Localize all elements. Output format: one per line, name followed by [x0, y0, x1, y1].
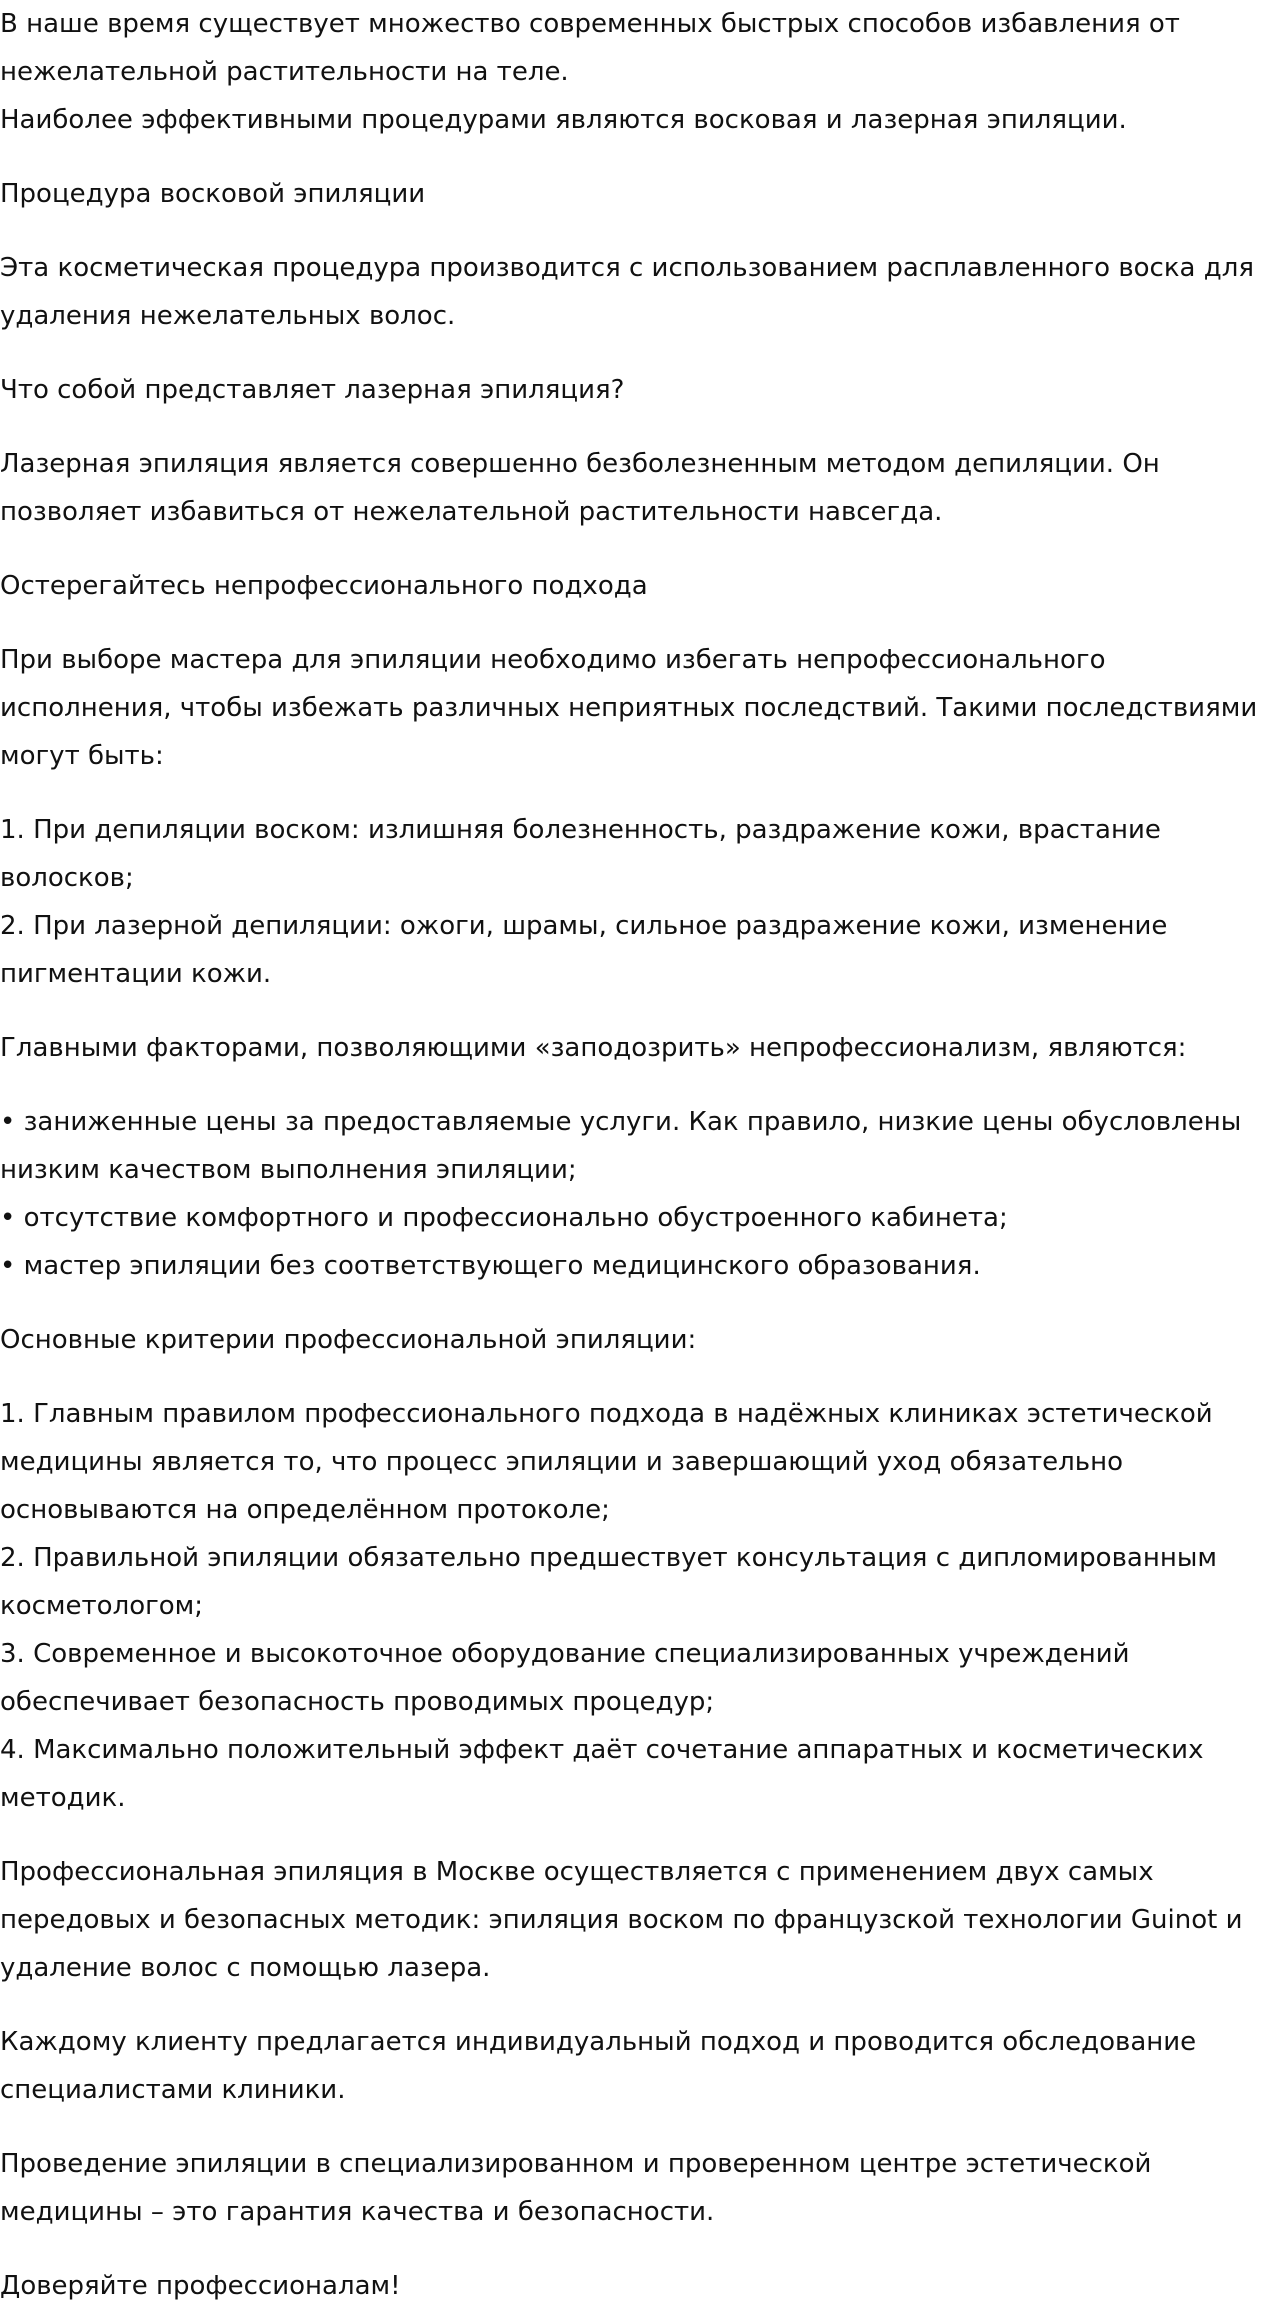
warning-heading: Остерегайтесь непрофессионального подхода	[0, 571, 648, 601]
laser-line: Лазерная эпиляция является совершенно безболезненным методом депиляции. Он	[0, 449, 1160, 479]
factors-list	[0, 1098, 1270, 1290]
closing-line: Доверяйте профессионалам!	[0, 2271, 401, 2301]
criteria-list	[0, 1390, 1270, 1822]
laser-heading: Что собой представляет лазерная эпиляция?	[0, 375, 625, 405]
intro-line: нежелательной растительности на теле.	[0, 57, 569, 87]
list-item: 3. Современное и высокоточное оборудование специализированных учреждений	[0, 1639, 1130, 1669]
laser-line: позволяет избавиться от нежелательной растительности навсегда.	[0, 497, 943, 527]
list-item: • отсутствие комфортного и профессионально обустроенного кабинета;	[0, 1203, 1008, 1233]
wax-heading: Процедура восковой эпиляции	[0, 179, 426, 209]
list-item: обеспечивает безопасность проводимых процедур;	[0, 1687, 715, 1717]
list-item: • мастер эпиляции без соответствующего медицинского образования.	[0, 1251, 981, 1281]
warning-line: могут быть:	[0, 741, 164, 771]
list-item: основываются на определённом протоколе;	[0, 1495, 610, 1525]
individual-paragraph	[0, 2018, 1270, 2114]
list-item: методик.	[0, 1783, 126, 1813]
list-item: 1. Главным правилом профессионального подхода в надёжных клиниках эстетической	[0, 1399, 1213, 1429]
wax-line: Эта косметическая процедура производится с использованием расплавленного воска для	[0, 253, 1254, 283]
list-item: медицины является то, что процесс эпиляции и завершающий уход обязательно	[0, 1447, 1123, 1477]
list-item: 1. При депиляции воском: излишняя болезненность, раздражение кожи, врастание	[0, 815, 1161, 845]
list-item: пигментации кожи.	[0, 959, 272, 989]
warning-line: исполнения, чтобы избежать различных неприятных последствий. Такими последствиями	[0, 693, 1258, 723]
warning-line: При выборе мастера для эпиляции необходимо избегать непрофессионального	[0, 645, 1106, 675]
warning-paragraph	[0, 636, 1270, 780]
list-item: низким качеством выполнения эпиляции;	[0, 1155, 577, 1185]
laser-paragraph	[0, 440, 1270, 536]
criteria-heading: Основные критерии профессиональной эпиляции:	[0, 1325, 697, 1355]
individual-line: Каждому клиенту предлагается индивидуальный подход и проводится обследование	[0, 2027, 1197, 2057]
intro-paragraph	[0, 0, 1270, 144]
factors-heading: Главными факторами, позволяющими «заподозрить» непрофессионализм, являются:	[0, 1033, 1187, 1063]
guarantee-line: медицины – это гарантия качества и безопасности.	[0, 2197, 715, 2227]
guarantee-paragraph	[0, 2140, 1270, 2236]
moscow-line: Профессиональная эпиляция в Москве осуществляется с применением двух самых	[0, 1857, 1154, 1887]
list-item: 4. Максимально положительный эффект даёт сочетание аппаратных и косметических	[0, 1735, 1204, 1765]
moscow-line: удаление волос с помощью лазера.	[0, 1953, 491, 1983]
consequences-list	[0, 806, 1270, 998]
moscow-line: передовых и безопасных методик: эпиляция воском по французской технологии Guinot и	[0, 1905, 1243, 1935]
list-item: волосков;	[0, 863, 134, 893]
intro-line: В наше время существует множество современных быстрых способов избавления от	[0, 9, 1180, 39]
wax-paragraph	[0, 244, 1270, 340]
wax-line: удаления нежелательных волос.	[0, 301, 456, 331]
list-item: 2. При лазерной депиляции: ожоги, шрамы, сильное раздражение кожи, изменение	[0, 911, 1168, 941]
intro-line: Наиболее эффективными процедурами являются восковая и лазерная эпиляции.	[0, 105, 1127, 135]
list-item: косметологом;	[0, 1591, 204, 1621]
moscow-paragraph	[0, 1848, 1270, 1992]
list-item: • заниженные цены за предоставляемые услуги. Как правило, низкие цены обусловлены	[0, 1107, 1242, 1137]
individual-line: специалистами клиники.	[0, 2075, 346, 2105]
guarantee-line: Проведение эпиляции в специализированном и проверенном центре эстетической	[0, 2149, 1152, 2179]
list-item: 2. Правильной эпиляции обязательно предшествует консультация с дипломированным	[0, 1543, 1217, 1573]
